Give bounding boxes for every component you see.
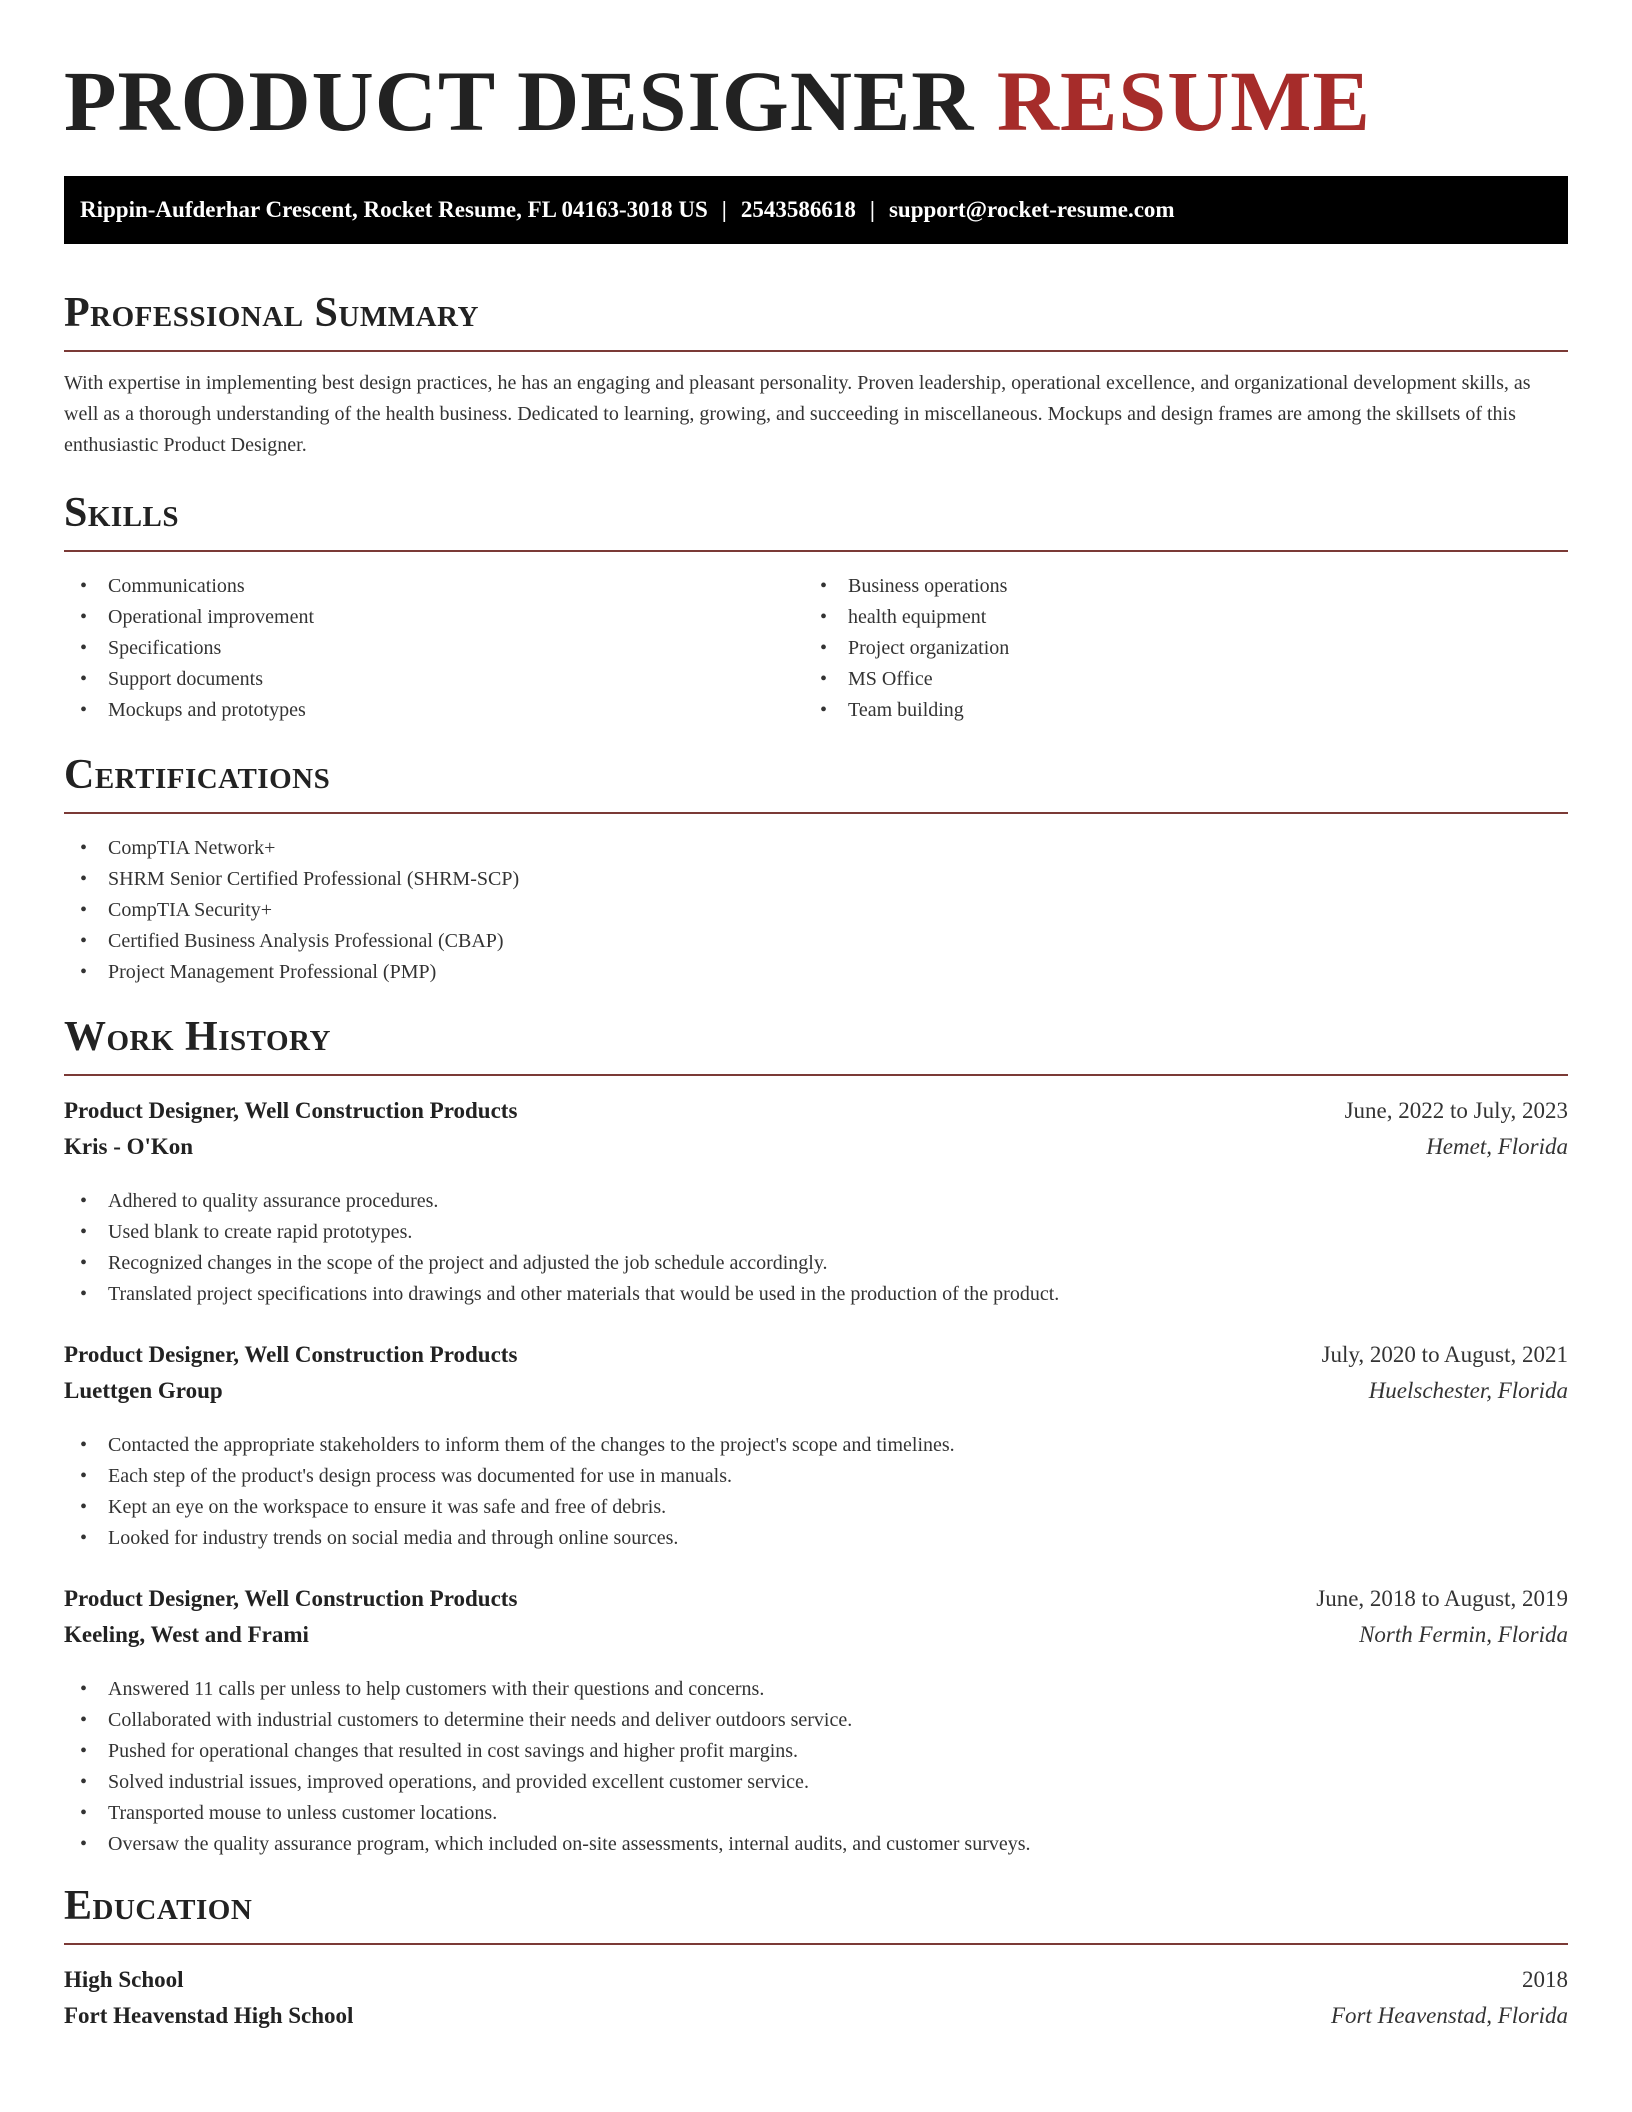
education-school-row <box>64 1998 1568 2034</box>
job-bullet: • Translated project specifications into drawings and other materials that would be used in the production of the product. <box>64 1279 1568 1310</box>
skills-list-left <box>64 571 804 726</box>
skill-item: • Communications <box>64 571 804 602</box>
title-accent: RESUME <box>996 53 1371 149</box>
certification-item: • CompTIA Network+ <box>64 833 1568 864</box>
resume-title <box>64 53 1371 149</box>
contact-address: Rippin-Aufderhar Crescent, Rocket Resume, FL 04163-3018 US <box>80 197 708 222</box>
job-dates: June, 2022 to July, 2023 <box>1344 1098 1568 1123</box>
skill-item: • Specifications <box>64 633 804 664</box>
certifications-heading: Certifications <box>64 752 331 798</box>
job-bullets <box>64 1186 1568 1310</box>
summary-section-header <box>64 292 1568 352</box>
education-location: Fort Heavenstad, Florida <box>1331 2003 1568 2028</box>
work-heading: Work History <box>64 1014 331 1060</box>
contact-phone: 2543586618 <box>740 197 856 222</box>
title-main: PRODUCT DESIGNER <box>64 53 975 149</box>
job-header-row <box>64 1581 1568 1617</box>
job-bullet: • Adhered to quality assurance procedures. <box>64 1186 1568 1217</box>
skill-item: • Support documents <box>64 664 804 695</box>
certification-item: • CompTIA Security+ <box>64 895 1568 926</box>
job-company-row <box>64 1129 1568 1165</box>
job-bullet: • Pushed for operational changes that resulted in cost savings and higher profit margins. <box>64 1736 1568 1767</box>
job-bullet: • Solved industrial issues, improved operations, and provided excellent customer service. <box>64 1767 1568 1798</box>
job-bullet: • Looked for industry trends on social media and through online sources. <box>64 1523 1568 1554</box>
skill-item: • Mockups and prototypes <box>64 695 804 726</box>
contact-separator: | <box>721 197 727 222</box>
job-location: Hemet, Florida <box>1426 1134 1568 1159</box>
skills-heading: Skills <box>64 490 180 536</box>
job-bullet: • Oversaw the quality assurance program, which included on-site assessments, internal audits, and customer surveys. <box>64 1829 1568 1860</box>
education-heading: Education <box>64 1883 253 1929</box>
education-header-row <box>64 1962 1568 1998</box>
job-bullet: • Used blank to create rapid prototypes. <box>64 1217 1568 1248</box>
job-bullets <box>64 1674 1568 1860</box>
job-bullet: • Answered 11 calls per unless to help customers with their questions and concerns. <box>64 1674 1568 1705</box>
job-company: Luettgen Group <box>64 1378 223 1403</box>
skills-section-header <box>64 492 1568 552</box>
education-school: Fort Heavenstad High School <box>64 2003 354 2028</box>
job-company: Keeling, West and Frami <box>64 1622 309 1647</box>
section-divider <box>64 550 1568 552</box>
job-header-row <box>64 1093 1568 1129</box>
contact-email[interactable]: support@rocket-resume.com <box>888 197 1175 222</box>
section-divider <box>64 1943 1568 1945</box>
job-bullet: • Recognized changes in the scope of the project and adjusted the job schedule accordingly. <box>64 1248 1568 1279</box>
work-section-header <box>64 1016 1568 1076</box>
job-location: North Fermin, Florida <box>1359 1622 1568 1647</box>
skills-list-right <box>804 571 1544 726</box>
skill-item: • MS Office <box>804 664 1544 695</box>
summary-heading: Professional Summary <box>64 290 479 336</box>
summary-text: With expertise in implementing best design practices, he has an engaging and pleasant personality. Proven leadership, operational excellence, and organizational development skills, as well as a thorough understanding of the health business. Dedicated to learning, growing, and succeeding in miscellaneous. Mockups and design frames are among the skillsets of this enthusiastic Product Designer. <box>64 372 1531 456</box>
job-title: Product Designer, Well Construction Products <box>64 1586 518 1611</box>
job-bullet: • Kept an eye on the workspace to ensure it was safe and free of debris. <box>64 1492 1568 1523</box>
contact-separator: | <box>869 197 875 222</box>
job-bullet: • Collaborated with industrial customers to determine their needs and deliver outdoors service. <box>64 1705 1568 1736</box>
skill-item: • Business operations <box>804 571 1544 602</box>
job-company: Kris - O'Kon <box>64 1134 194 1159</box>
education-section-header <box>64 1885 1568 1945</box>
job-location: Huelschester, Florida <box>1368 1378 1568 1403</box>
certifications-list <box>64 833 1568 988</box>
education-degree: High School <box>64 1967 184 1992</box>
job-company-row <box>64 1617 1568 1653</box>
education-year: 2018 <box>1522 1967 1568 1992</box>
skill-item: • Team building <box>804 695 1544 726</box>
job-dates: June, 2018 to August, 2019 <box>1316 1586 1568 1611</box>
job-dates: July, 2020 to August, 2021 <box>1321 1342 1568 1367</box>
certification-item: • Project Management Professional (PMP) <box>64 957 1568 988</box>
certifications-section-header <box>64 754 1568 814</box>
job-bullets <box>64 1430 1568 1554</box>
job-bullet: • Contacted the appropriate stakeholders to inform them of the changes to the project's scope and timelines. <box>64 1430 1568 1461</box>
section-divider <box>64 1074 1568 1076</box>
section-divider <box>64 350 1568 352</box>
job-bullet: • Transported mouse to unless customer locations. <box>64 1798 1568 1829</box>
job-title: Product Designer, Well Construction Products <box>64 1098 518 1123</box>
certification-item: • SHRM Senior Certified Professional (SHRM-SCP) <box>64 864 1568 895</box>
skill-item: • health equipment <box>804 602 1544 633</box>
job-bullet: • Each step of the product's design process was documented for use in manuals. <box>64 1461 1568 1492</box>
job-title: Product Designer, Well Construction Products <box>64 1342 518 1367</box>
contact-bar <box>64 176 1568 244</box>
job-company-row <box>64 1373 1568 1409</box>
job-header-row <box>64 1337 1568 1373</box>
section-divider <box>64 812 1568 814</box>
skill-item: • Project organization <box>804 633 1544 664</box>
certification-item: • Certified Business Analysis Professional (CBAP) <box>64 926 1568 957</box>
skill-item: • Operational improvement <box>64 602 804 633</box>
